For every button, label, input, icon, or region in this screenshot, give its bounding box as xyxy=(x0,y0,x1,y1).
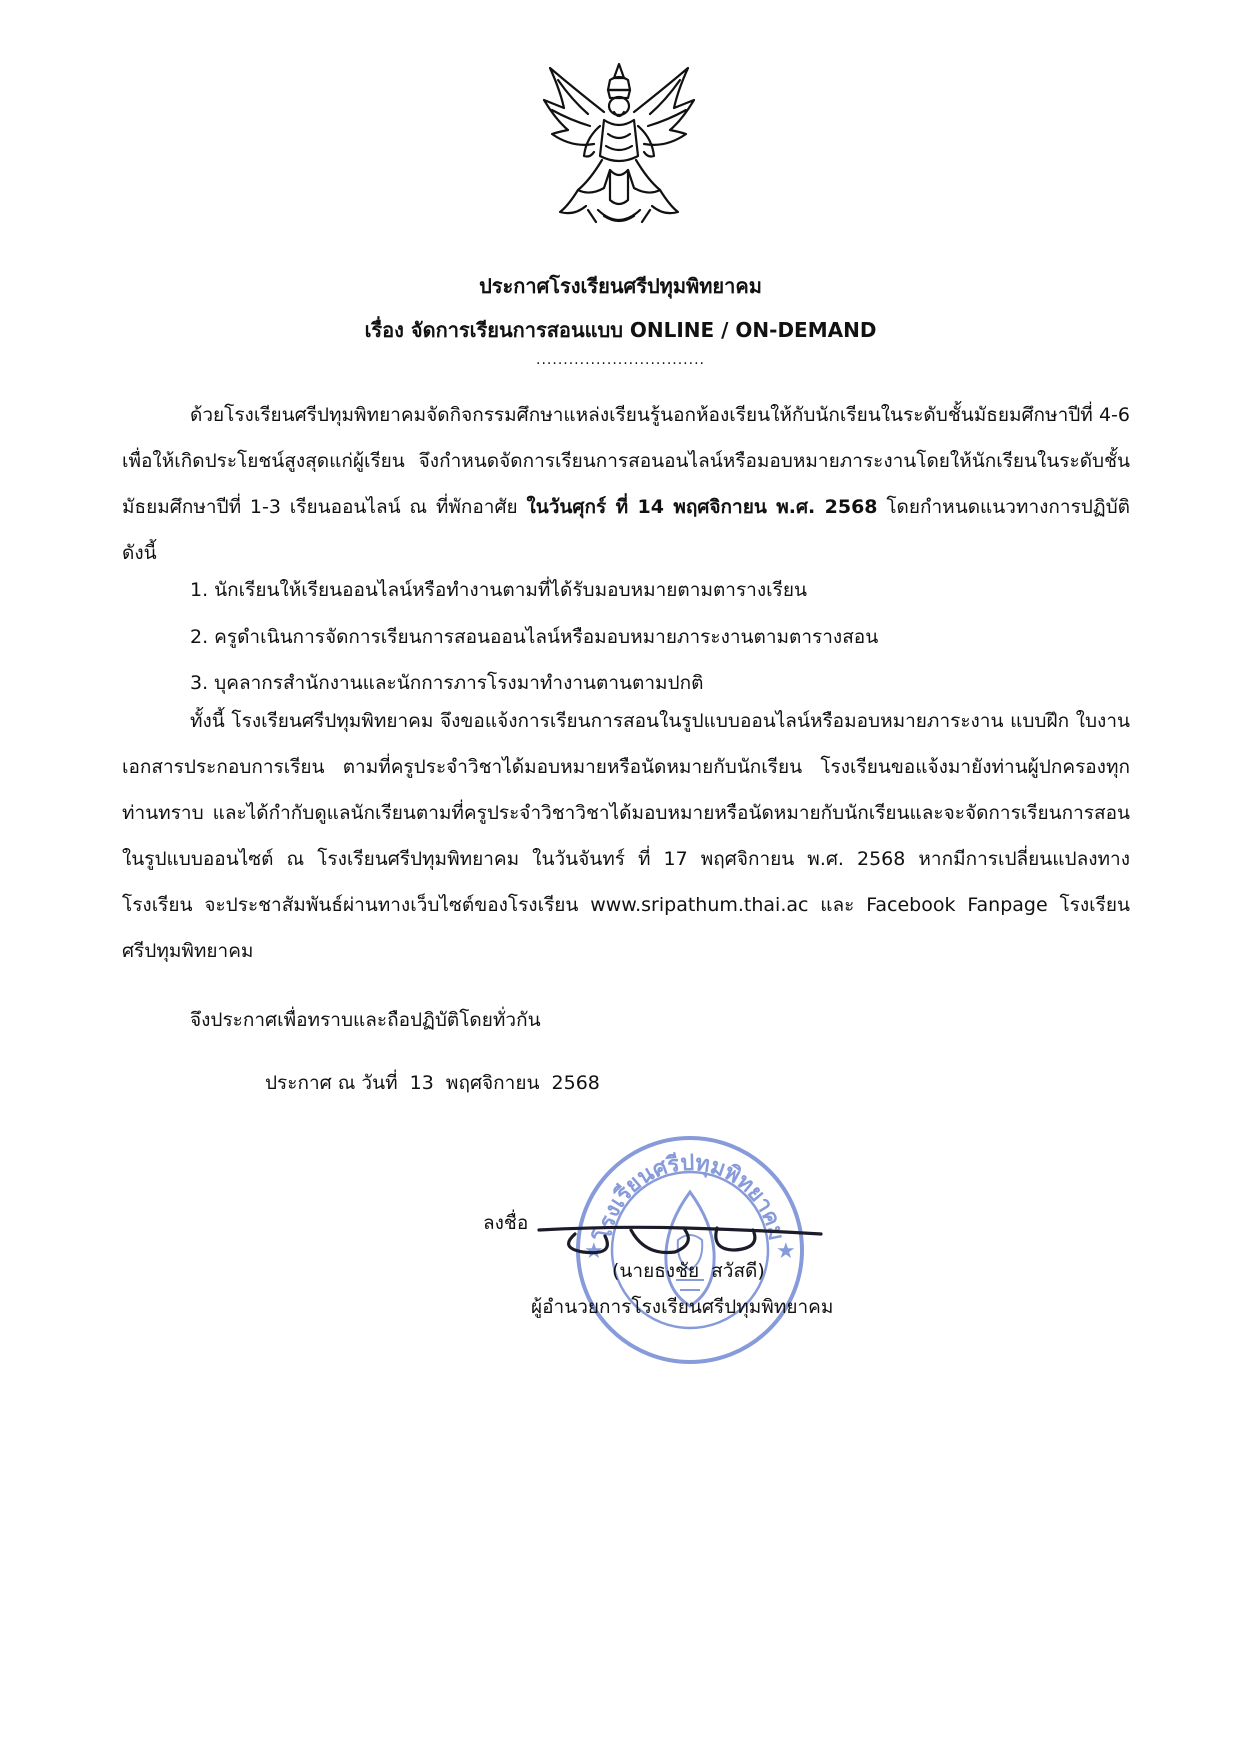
seal-lettering-path: โรงเรียนศรีปทุมพิทยาคม xyxy=(591,1150,789,1243)
garuda-emblem xyxy=(538,60,701,230)
paragraph-details: ทั้งนี้ โรงเรียนศรีปทุมพิทยาคม จึงขอแจ้งการเรียนการสอนในรูปแบบออนไลน์หรือมอบหมายภาระงาน แบบฝึก ใบงาน เอกสารประกอบการเรียน ตามที่ครูประจำวิชาได้มอบหมายหรือนัดหมายกับนักเรียน โรงเรียนขอแจ้งมายังท่านผู้ปกครองทุกท่านทราบ และได้กำกับดูแลนักเรียนตามที่ครูประจำวิชาวิชาได้มอบหมายหรือนัดหมายกับนักเรียนและจะจัดการเรียนการสอนในรูปแบบออนไซต์ ณ โรงเรียนศรีปทุมพิทยาคม ในวันจันทร์ ที่ 17 พฤศจิกายน พ.ศ. 2568 หากมีการเปลี่ยนแปลงทางโรงเรียน จะประชาสัมพันธ์ผ่านทางเว็บไซต์ของโรงเรียน www.sripathum.thai.ac และ Facebook Fanpage โรงเรียนศรีปทุมพิทยาคม xyxy=(122,710,1130,962)
closing-statement: จึงประกาศเพื่อทราบและถือปฏิบัติโดยทั่วกัน xyxy=(190,1009,541,1031)
paragraph-intro-date: ในวันศุกร์ ที่ 14 พฤศจิกายน พ.ศ. 2568 xyxy=(526,496,878,518)
announcement-date: ประกาศ ณ วันที่ 13 พฤศจิกายน 2568 xyxy=(265,1072,600,1094)
announcement-title: ประกาศโรงเรียนศรีปทุมพิทยาคม xyxy=(479,274,762,298)
guideline-item-3: 3. บุคลากรสำนักงานและนักการภารโรงมาทำงานตานตามปกติ xyxy=(190,672,704,694)
signature-label: ลงชื่อ xyxy=(483,1212,529,1234)
signatory-position: ผู้อำนวยการโรงเรียนศรีปทุมพิทยาคม xyxy=(531,1296,834,1318)
title-separator: ............................... xyxy=(536,352,705,368)
paragraph-intro xyxy=(122,392,1130,576)
announcement-subject: เรื่อง จัดการเรียนการสอนแบบ ONLINE / ON-DEMAND xyxy=(364,318,877,342)
signatory-name: (นายธงชัย สวัสดี) xyxy=(612,1260,765,1282)
svg-text:★: ★ xyxy=(776,1239,796,1264)
guideline-item-2: 2. ครูดำเนินการจัดการเรียนการสอนออนไลน์หรือมอบหมายภาระงานตามตารางสอน xyxy=(190,626,879,648)
paragraph-intro-tail: โดยกำหนดแนวทางการปฏิบัติดังนี้ xyxy=(122,496,1130,564)
svg-text:★: ★ xyxy=(584,1239,604,1264)
guideline-item-1: 1. นักเรียนให้เรียนออนไลน์หรือทำงานตามที่ได้รับมอบหมายตามตารางเรียน xyxy=(190,579,807,601)
paragraph-intro-text: ด้วยโรงเรียนศรีปทุมพิทยาคมจัดกิจกรรมศึกษาแหล่งเรียนรู้นอกห้องเรียนให้กับนักเรียนในระดับชั้นมัธยมศึกษาปีที่ 4-6 เพื่อให้เกิดประโยชน์สูงสุดแก่ผู้เรียน จึงกำหนดจัดการเรียนการสอนอนไลน์หรือมอบหมายภาระงานโดยให้นักเรียนในระดับชั้นมัธยมศึกษาปีที่ 1-3 เรียนออนไลน์ ณ ที่พักอาศัย xyxy=(122,404,1130,518)
